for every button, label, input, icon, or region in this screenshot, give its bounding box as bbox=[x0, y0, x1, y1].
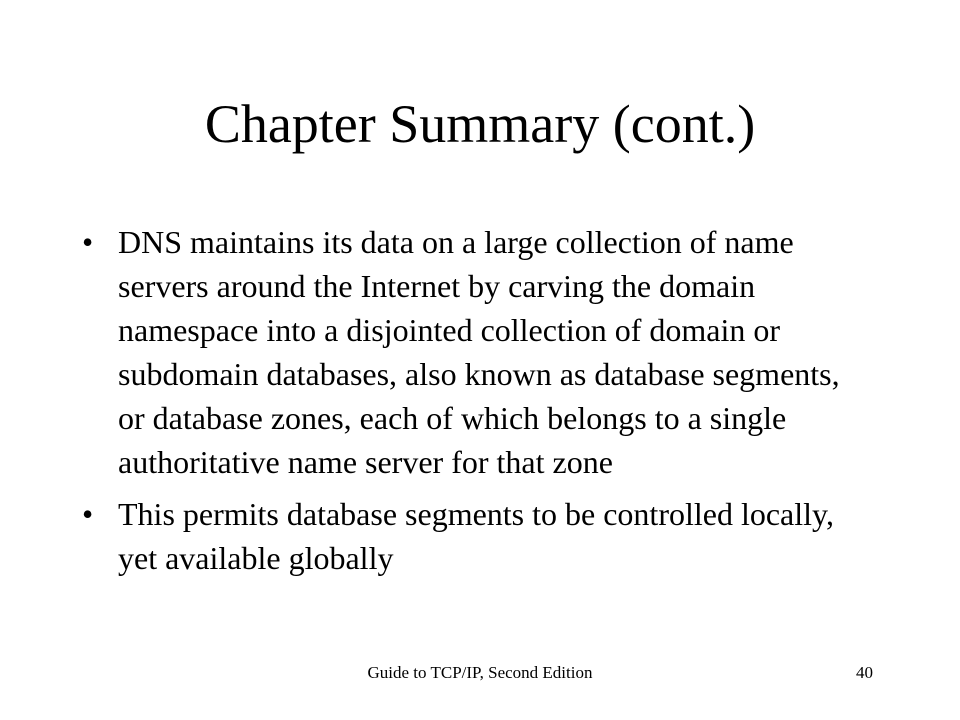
bullet-item bbox=[82, 492, 862, 580]
bullet-list bbox=[82, 220, 862, 588]
bullet-text: DNS maintains its data on a large collection of name servers around the Internet by carving the domain namespace into a disjointed collection of domain or subdomain databases, also known as database segments, or database zones, each of which belongs to a single authoritative name server for that zone bbox=[118, 224, 840, 480]
page-number: 40 bbox=[856, 663, 873, 682]
bullet-icon: • bbox=[82, 496, 94, 532]
bullet-text: This permits database segments to be controlled locally, yet available globally bbox=[118, 496, 834, 576]
bullet-icon: • bbox=[82, 224, 94, 260]
slide-footer: Guide to TCP/IP, Second Edition bbox=[367, 663, 593, 682]
bullet-item bbox=[82, 220, 862, 484]
slide-title: Chapter Summary (cont.) bbox=[204, 94, 756, 154]
